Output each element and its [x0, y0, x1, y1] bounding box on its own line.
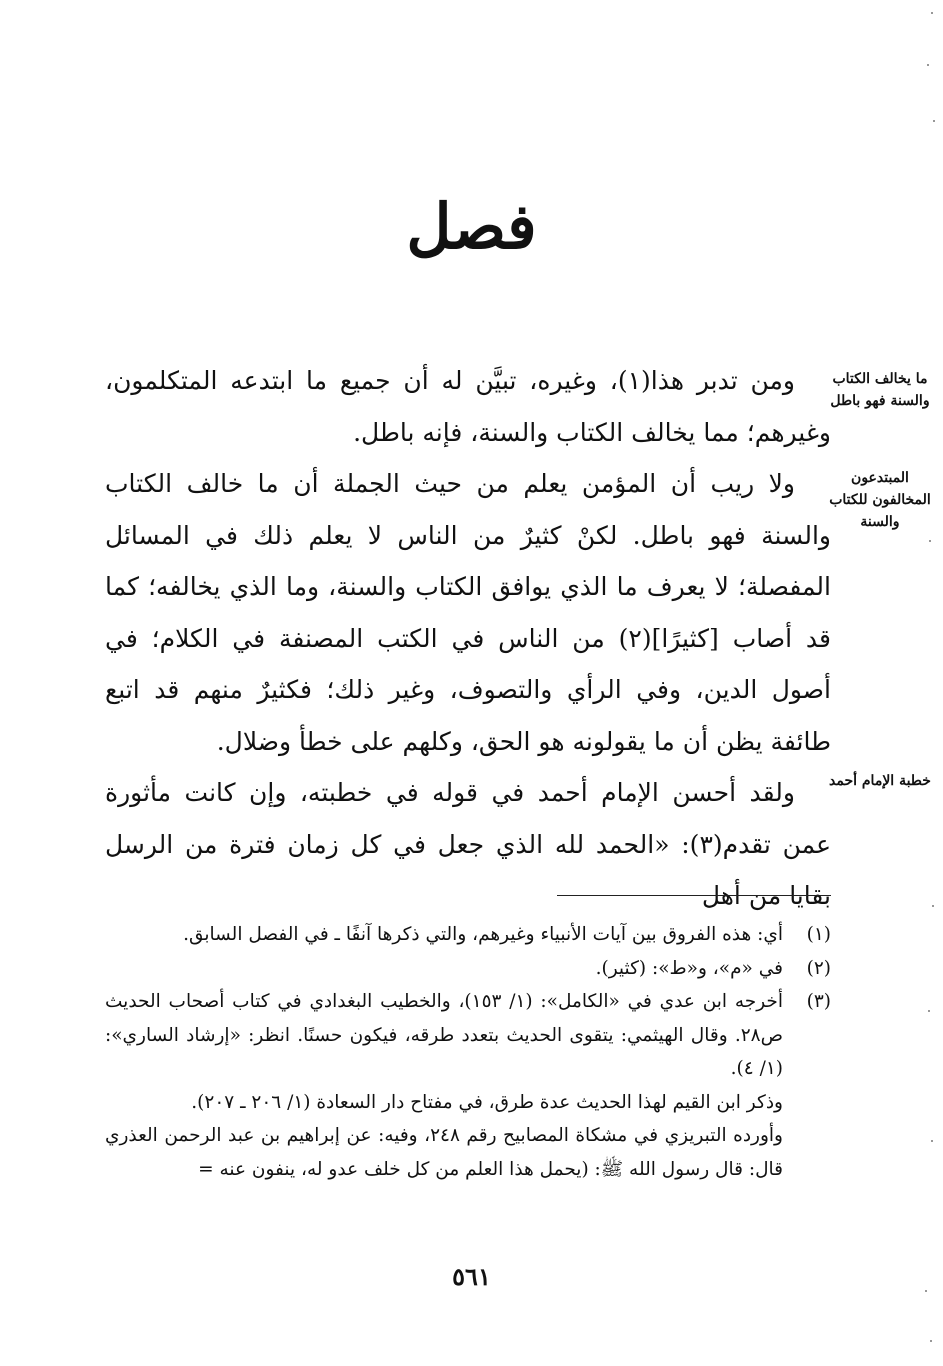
- footnote-continuation: وأورده التبريزي في مشكاة المصابيح رقم ٢٤٨، وفيه: عن إبراهيم بن عبد الرحمن العذري قال: قال رسول الله ﷺ: (يحمل هذا العلم من كل خلف عدو له، ينفون عنه =: [105, 1125, 783, 1180]
- footnote-number: (١): [806, 924, 831, 945]
- main-text: [105, 355, 831, 922]
- footnote: [105, 952, 831, 986]
- footnote-text: أي: هذه الفروق بين آيات الأنبياء وغيرهم، والتي ذكرها آنفًا ـ في الفصل السابق.: [183, 924, 783, 945]
- page-number: ٥٦١: [452, 1262, 491, 1291]
- margin-note: خطبة الإمام أحمد: [829, 773, 931, 789]
- footnote-text: أخرجه ابن عدي في «الكامل»: (١/ ١٥٣)، والخطيب البغدادي في كتاب أصحاب الحديث ص٢٨. وقال الهيثمي: يتقوى الحديث بتعدد طرقه، فيكون حسنًا. انظر: «إرشاد الساري»: (١/ ٤).: [105, 991, 783, 1079]
- footnote-text: في «م»، و«ط»: (كثير).: [595, 957, 783, 979]
- margin-note: ما يخالف الكتاب والسنة فهو باطل: [830, 371, 930, 409]
- footnote-number: (٣): [806, 991, 831, 1012]
- footnote-number: (٢): [806, 957, 831, 979]
- footnote: [105, 918, 831, 952]
- footnote-separator: [557, 895, 831, 896]
- chapter-title: فصل: [406, 190, 537, 263]
- footnote-continuation: وذكر ابن القيم لهذا الحديث عدة طرق، في مفتاح دار السعادة (١/ ٢٠٦ ـ ٢٠٧).: [191, 1091, 783, 1113]
- paragraph: ولقد أحسن الإمام أحمد في قوله في خطبته، وإن كانت مأثورة عمن تقدم(٣): «الحمد لله الذي جعل في كل زمان فترة من الرسل بقايا من أهل: [105, 778, 831, 910]
- margin-note: المبتدعون المخالفون للكتاب والسنة: [829, 470, 931, 530]
- footnote: [105, 985, 831, 1086]
- footnotes: [105, 918, 831, 1186]
- paragraph: ومن تدبر هذا(١)، وغيره، تبيَّن له أن جميع ما ابتدعه المتكلمون، وغيرهم؛ مما يخالف الكتاب والسنة، فإنه باطل.: [105, 366, 831, 447]
- paragraph: ولا ريب أن المؤمن يعلم من حيث الجملة أن ما خالف الكتاب والسنة فهو باطل. لكنْ كثيرٌ من الناس لا يعلم ذلك في المسائل المفصلة؛ لا يعرف ما الذي يوافق الكتاب والسنة، وما الذي يخالفه؛ كما قد أصاب [كثيرًا](٢) من الناس في الكتب المصنفة في الكلام؛ في أصول الدين، وفي الرأي والتصوف، وغير ذلك؛ فكثيرٌ منهم قد اتبع طائفة يظن أن ما يقولونه هو الحق، وكلهم على خطأ وضلال.: [105, 469, 831, 756]
